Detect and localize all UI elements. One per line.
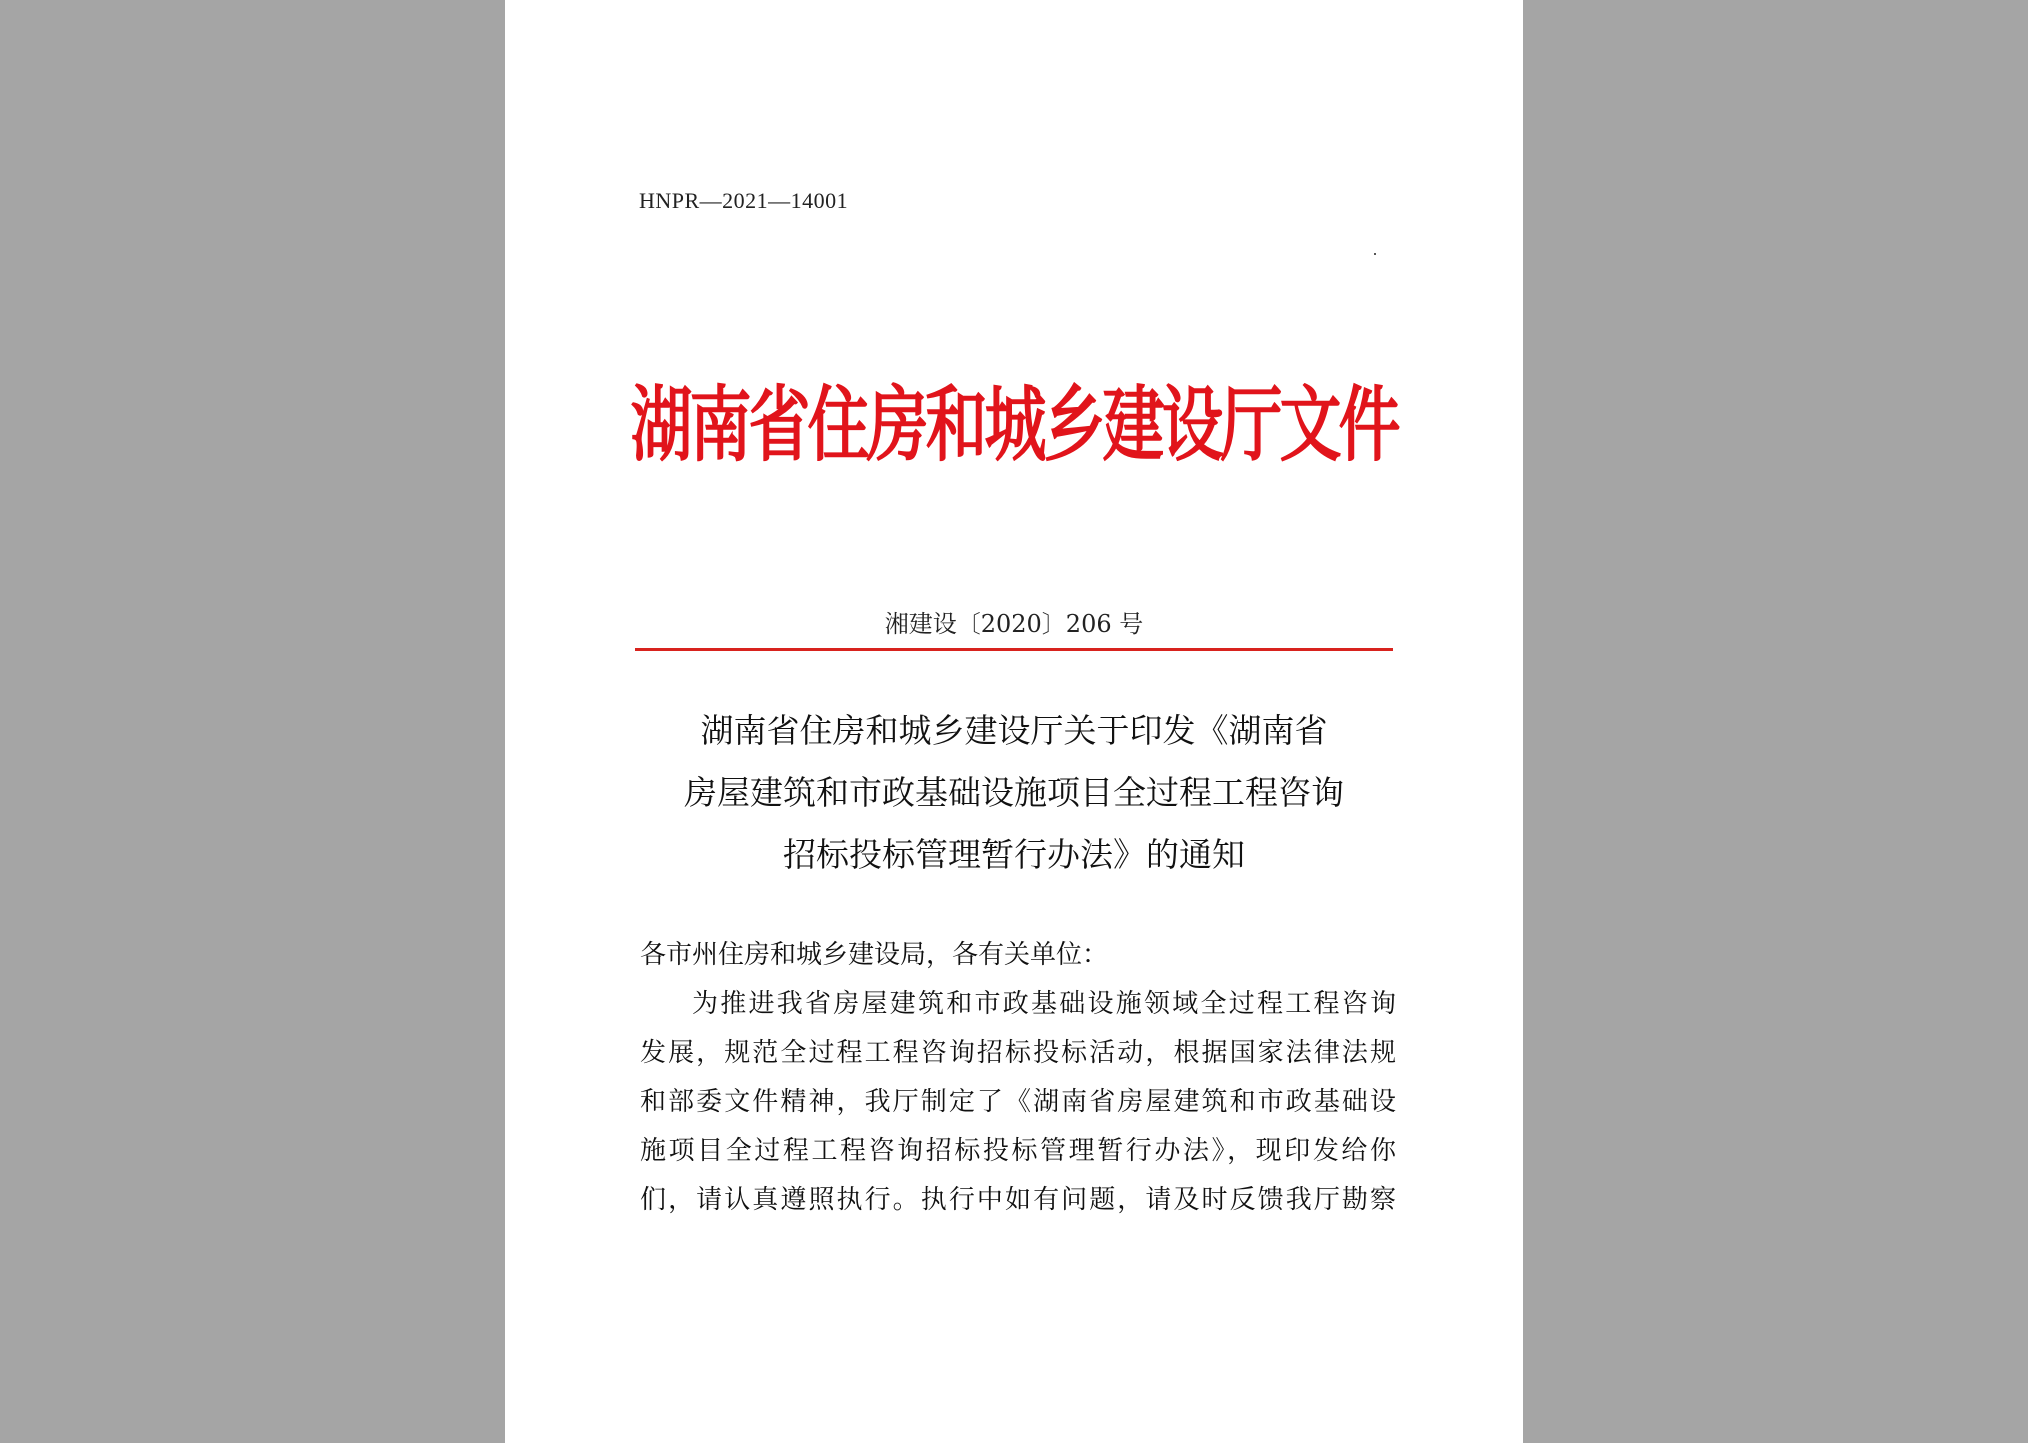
document-number: 湘建设〔2020〕206 号 (884, 610, 1144, 638)
body-paragraph (640, 980, 1396, 1225)
body-line: 施项目全过程工程咨询招标投标管理暂行办法》，现印发给你 (640, 1136, 1396, 1166)
body-line: 发展，规范全过程工程咨询招标投标活动，根据国家法律法规 (640, 1038, 1396, 1068)
scan-speck (1374, 253, 1376, 255)
body-line: 和部委文件精神，我厅制定了《湖南省房屋建筑和市政基础设 (640, 1087, 1396, 1117)
document-title (615, 700, 1413, 886)
title-line: 湖南省住房和城乡建设厅关于印发《湖南省 (700, 711, 1328, 750)
body-line: 们，请认真遵照执行。执行中如有问题，请及时反馈我厅勘察 (640, 1185, 1396, 1215)
title-line: 招标投标管理暂行办法》的通知 (783, 835, 1245, 874)
red-separator-line (635, 648, 1393, 651)
salutation: 各市州住房和城乡建设局，各有关单位： (640, 940, 1109, 970)
issuer-header: 湖南省住房和城乡建设厅文件 (630, 376, 1398, 473)
title-line: 房屋建筑和市政基础设施项目全过程工程咨询 (684, 773, 1344, 812)
document-page (505, 0, 1523, 1443)
document-code: HNPR—2021—14001 (639, 188, 849, 213)
body-line: 为推进我省房屋建筑和市政基础设施领域全过程工程咨询 (692, 989, 1396, 1019)
